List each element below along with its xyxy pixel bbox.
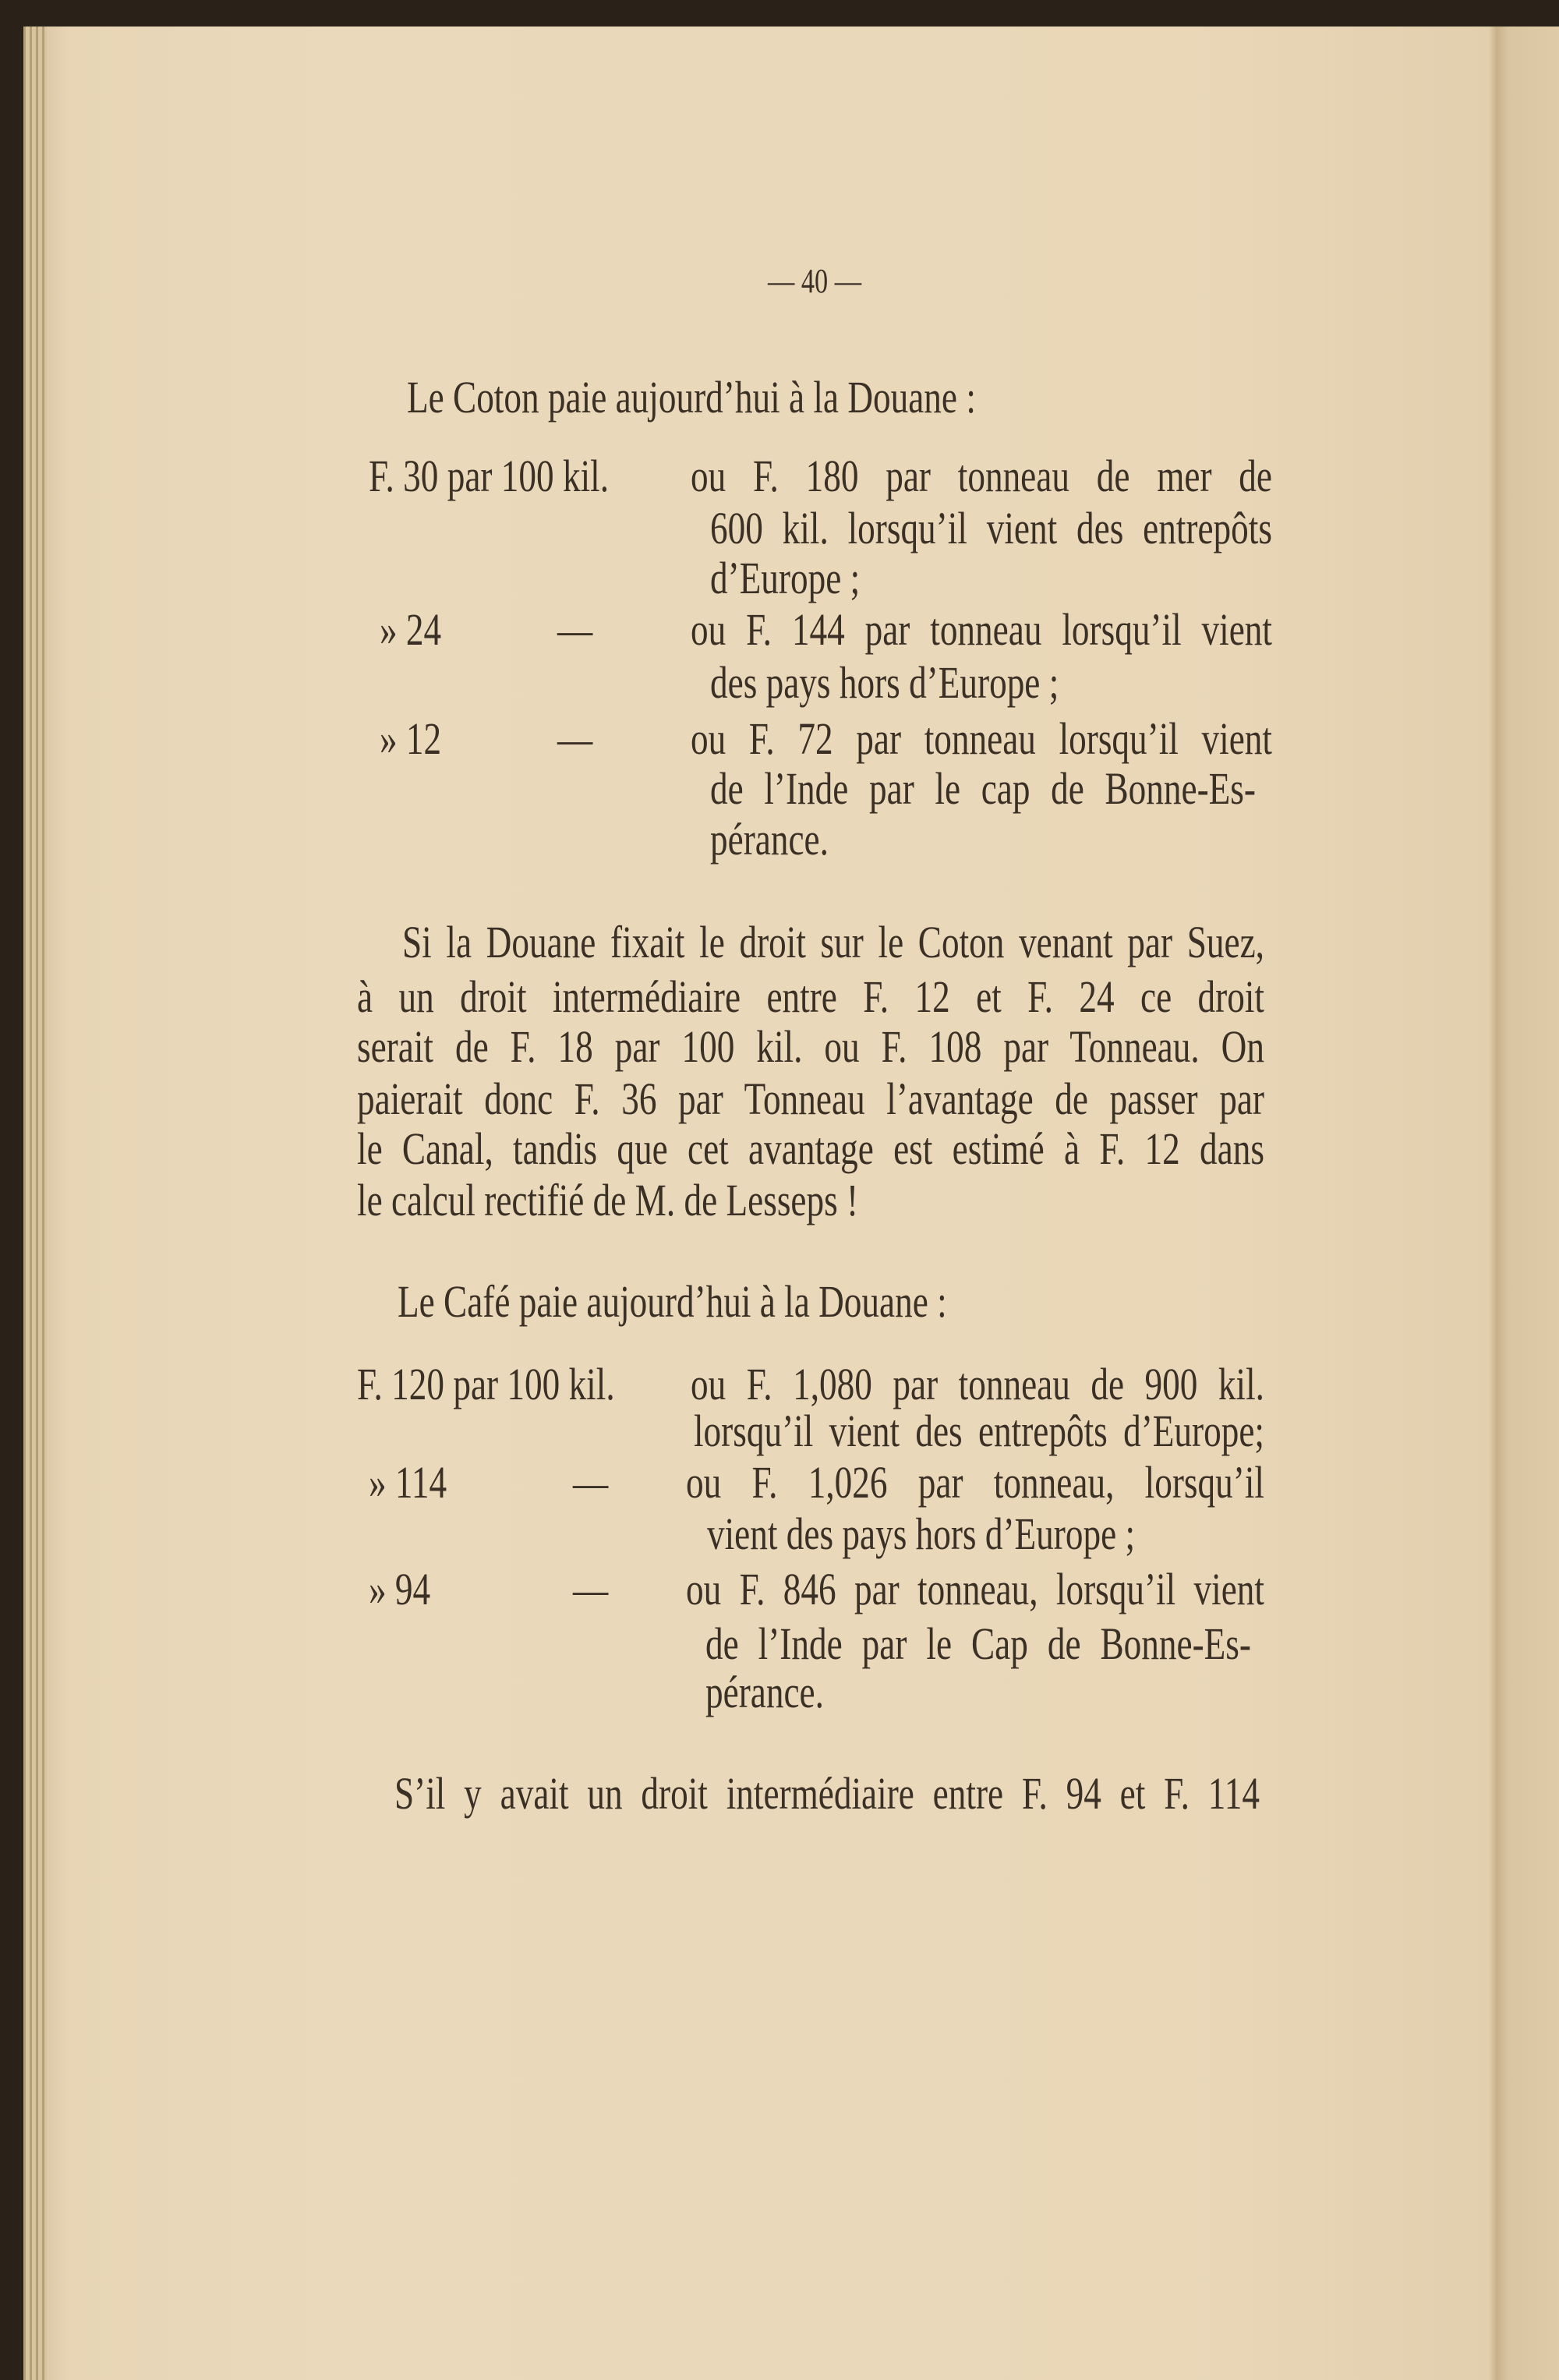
coton-row-1-line: d’Europe ; bbox=[709, 553, 861, 603]
coton-row-1-line: 600 kil. lorsqu’il vient des entrepôts bbox=[709, 503, 1272, 553]
paragraph-line: Si la Douane fixait le droit sur le Coton venant par Suez, bbox=[401, 917, 1264, 967]
cafe-row-3-line: de l’Inde par le Cap de Bonne-Es- bbox=[705, 1618, 1251, 1669]
coton-row-1-line: ou F. 180 par tonneau de mer de bbox=[690, 451, 1272, 501]
coton-row-2-line: ou F. 144 par tonneau lorsqu’il vient bbox=[690, 604, 1272, 655]
cafe-row-2-line: vient des pays hors d’Europe ; bbox=[706, 1508, 1136, 1559]
cafe-row-1-line: ou F. 1,080 par tonneau de 900 kil. bbox=[690, 1359, 1264, 1409]
cafe-heading: Le Café paie aujourd’hui à la Douane : bbox=[397, 1276, 947, 1327]
ditto-dash: — bbox=[557, 713, 593, 764]
coton-rate-2: » 24 bbox=[379, 604, 442, 655]
page-number: — 40 — bbox=[767, 262, 862, 300]
cafe-row-1-line: lorsqu’il vient des entrepôts d’Europe; bbox=[693, 1406, 1264, 1456]
coton-rate-3: » 12 bbox=[379, 713, 442, 764]
coton-row-3-line: de l’Inde par le cap de Bonne-Es- bbox=[709, 763, 1256, 814]
cafe-row-2-line: ou F. 1,026 par tonneau, lorsqu’il bbox=[685, 1457, 1264, 1508]
cafe-rate-3: » 94 bbox=[368, 1564, 431, 1614]
coton-row-3-line: ou F. 72 par tonneau lorsqu’il vient bbox=[690, 713, 1272, 764]
paragraph-line: paierait donc F. 36 par Tonneau l’avantage de passer par bbox=[356, 1073, 1264, 1124]
coton-row-3-line: pérance. bbox=[709, 814, 829, 865]
paragraph-line: à un droit intermédiaire entre F. 12 et F. 24 ce droit bbox=[356, 971, 1264, 1022]
cafe-rate-2: » 114 bbox=[368, 1457, 447, 1508]
coton-heading: Le Coton paie aujourd’hui à la Douane : bbox=[406, 372, 976, 423]
paragraph-line: serait de F. 18 par 100 kil. ou F. 108 par Tonneau. On bbox=[356, 1021, 1264, 1072]
paragraph-line: le calcul rectifié de M. de Lesseps ! bbox=[356, 1175, 859, 1225]
last-line: S’il y avait un droit intermédiaire entre F. 94 et F. 114 bbox=[394, 1768, 1260, 1819]
ditto-dash: — bbox=[572, 1564, 609, 1614]
coton-rate-1: F. 30 par 100 kil. bbox=[368, 451, 610, 501]
cafe-rate-1: F. 120 par 100 kil. bbox=[356, 1359, 615, 1409]
paragraph-line: le Canal, tandis que cet avantage est estimé à F. 12 dans bbox=[356, 1123, 1264, 1174]
cafe-row-3-line: ou F. 846 par tonneau, lorsqu’il vient bbox=[685, 1564, 1264, 1614]
ditto-dash: — bbox=[557, 604, 593, 655]
cafe-row-3-line: pérance. bbox=[705, 1667, 824, 1717]
ditto-dash: — bbox=[572, 1457, 609, 1508]
coton-row-2-line: des pays hors d’Europe ; bbox=[709, 657, 1059, 708]
